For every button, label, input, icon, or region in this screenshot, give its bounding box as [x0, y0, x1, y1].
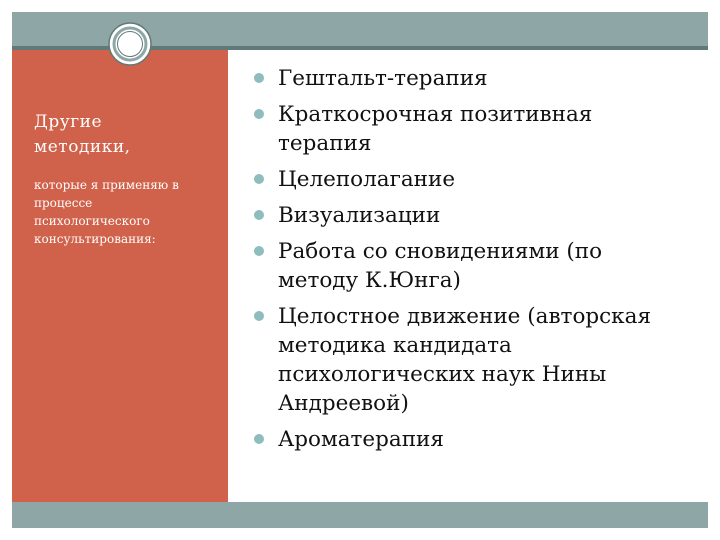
- panel-title-line: Другие: [34, 112, 103, 132]
- list-item-line: Ароматерапия: [278, 427, 444, 452]
- list-item: [250, 237, 700, 295]
- bullet-icon: [254, 434, 264, 444]
- bullet-icon: [254, 174, 264, 184]
- panel-subtitle: [34, 176, 210, 248]
- panel-subtitle-line: процессе: [34, 196, 93, 210]
- bullet-icon: [254, 210, 264, 220]
- list-item: [250, 64, 700, 93]
- list-item-line: методу К.Юнга): [278, 268, 461, 293]
- methods-list-area: [250, 64, 700, 461]
- list-item-line: Целеполагание: [278, 167, 456, 192]
- panel-title-line: методики,: [34, 137, 131, 157]
- list-item: [250, 425, 700, 454]
- panel-subtitle-line: психологического: [34, 214, 150, 228]
- panel-subtitle-line: которые я применяю в: [34, 178, 179, 192]
- panel-title: [34, 110, 210, 160]
- bottom-band: [12, 502, 708, 528]
- bullet-icon: [254, 73, 264, 83]
- slide: [12, 12, 708, 528]
- list-item-line: психологических наук Нины: [278, 362, 607, 387]
- list-item-line: Визуализации: [278, 203, 441, 228]
- list-item-line: терапия: [278, 131, 372, 156]
- list-item: [250, 302, 700, 418]
- list-item-line: методика кандидата: [278, 333, 512, 358]
- list-item-line: Работа со сновидениями (по: [278, 239, 603, 264]
- list-item-line: Гештальт-терапия: [278, 66, 488, 91]
- bullet-icon: [254, 311, 264, 321]
- panel-subtitle-line: консультирования:: [34, 232, 156, 246]
- bullet-icon: [254, 246, 264, 256]
- list-item: [250, 165, 700, 194]
- list-item-line: Краткосрочная позитивная: [278, 102, 593, 127]
- methods-list: [250, 64, 700, 454]
- list-item-line: Андреевой): [278, 391, 409, 416]
- list-item: [250, 201, 700, 230]
- list-item: [250, 100, 700, 158]
- bullet-icon: [254, 109, 264, 119]
- list-item-line: Целостное движение (авторская: [278, 304, 652, 329]
- ring-icon: [108, 22, 152, 66]
- left-panel: [12, 50, 228, 502]
